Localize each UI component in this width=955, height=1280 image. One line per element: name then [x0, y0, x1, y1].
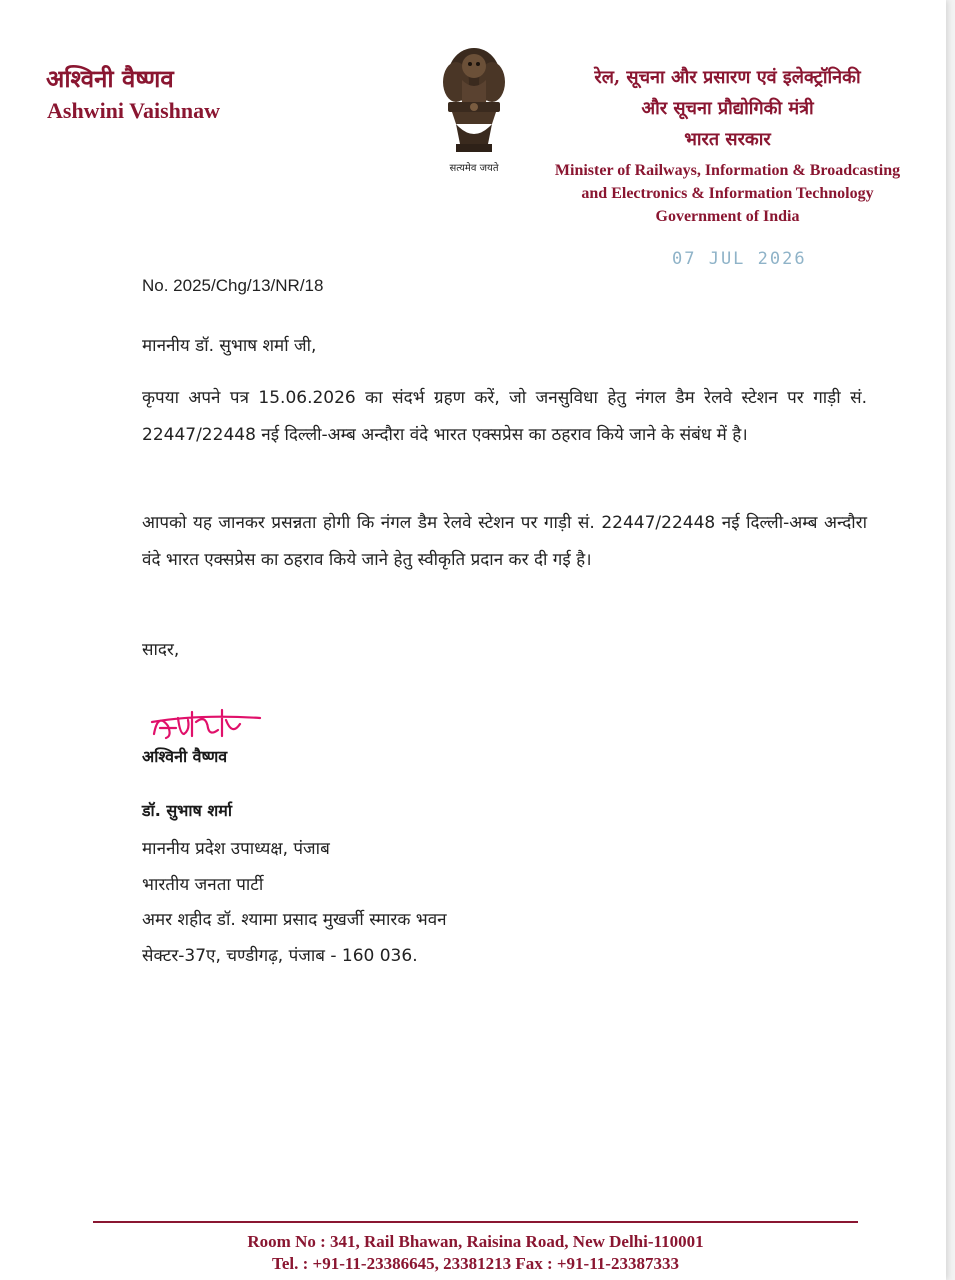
date-stamp: 07 JUL 2026 [672, 249, 807, 269]
paragraph-1: कृपया अपने पत्र 15.06.2026 का संदर्भ ग्रहण करें, जो जनसुविधा हेतु नंगल डैम रेलवे स्टेशन पर गाड़ी सं. 22447/22448 नई दिल्ली-अम्ब अन्दौरा वंदे भारत एक्सप्रेस का ठहराव किये जाने के संबंध में है। [142, 388, 867, 445]
ministry-hindi-line3: भारत सरकार [684, 129, 771, 150]
ministry-english-line1: Minister of Railways, Information & Broadcasting [554, 162, 901, 179]
ministry-block [545, 62, 910, 228]
emblem-motto: सत्यमेव जयते [449, 163, 499, 174]
ministry-hindi-line2: और सूचना प्रौद्योगिकी मंत्री [641, 98, 814, 119]
footer-divider [93, 1221, 858, 1223]
closing: सादर, [142, 640, 180, 660]
footer [93, 1231, 858, 1275]
reference-number: No. 2025/Chg/13/NR/18 [142, 276, 324, 295]
ministry-english-line2: and Electronics & Information Technology [581, 185, 874, 202]
footer-address: Room No : 341, Rail Bhawan, Raisina Road, New Delhi-110001 [247, 1232, 704, 1251]
salutation: माननीय डॉ. सुभाष शर्मा जी, [142, 336, 317, 356]
minister-name-hindi: अश्विनी वैष्णव [46, 64, 174, 93]
recipient-name: डॉ. सुभाष शर्मा [142, 801, 232, 820]
address-line-2: भारतीय जनता पार्टी [142, 874, 264, 895]
paragraph-2: आपको यह जानकर प्रसन्नता होगी कि नंगल डैम रेलवे स्टेशन पर गाड़ी सं. 22447/22448 नई दिल्ली-अम्ब अन्दौरा वंदे भारत एक्सप्रेस का ठहराव किये जाने हेतु स्वीकृति प्रदान कर दी गई है। [142, 513, 867, 570]
signer-name: अश्विनी वैष्णव [142, 747, 228, 766]
recipient-address [142, 832, 642, 974]
handwritten-signature [148, 700, 268, 750]
address-line-4: सेक्टर-37ए, चण्डीगढ़, पंजाब - 160 036. [142, 945, 418, 966]
ministry-english-line3: Government of India [655, 208, 800, 225]
address-line-1: माननीय प्रदेश उपाध्यक्ष, पंजाब [142, 839, 330, 859]
minister-name-english: Ashwini Vaishnaw [47, 98, 221, 123]
footer-phones: Tel. : +91-11-23386645, 23381213 Fax : +91-11-23387333 [272, 1254, 679, 1273]
national-emblem-icon [426, 40, 522, 180]
address-line-3: अमर शहीद डॉ. श्यामा प्रसाद मुखर्जी स्मारक भवन [142, 910, 447, 930]
ministry-hindi-line1: रेल, सूचना और प्रसारण एवं इलेक्ट्रॉनिकी [594, 67, 861, 88]
